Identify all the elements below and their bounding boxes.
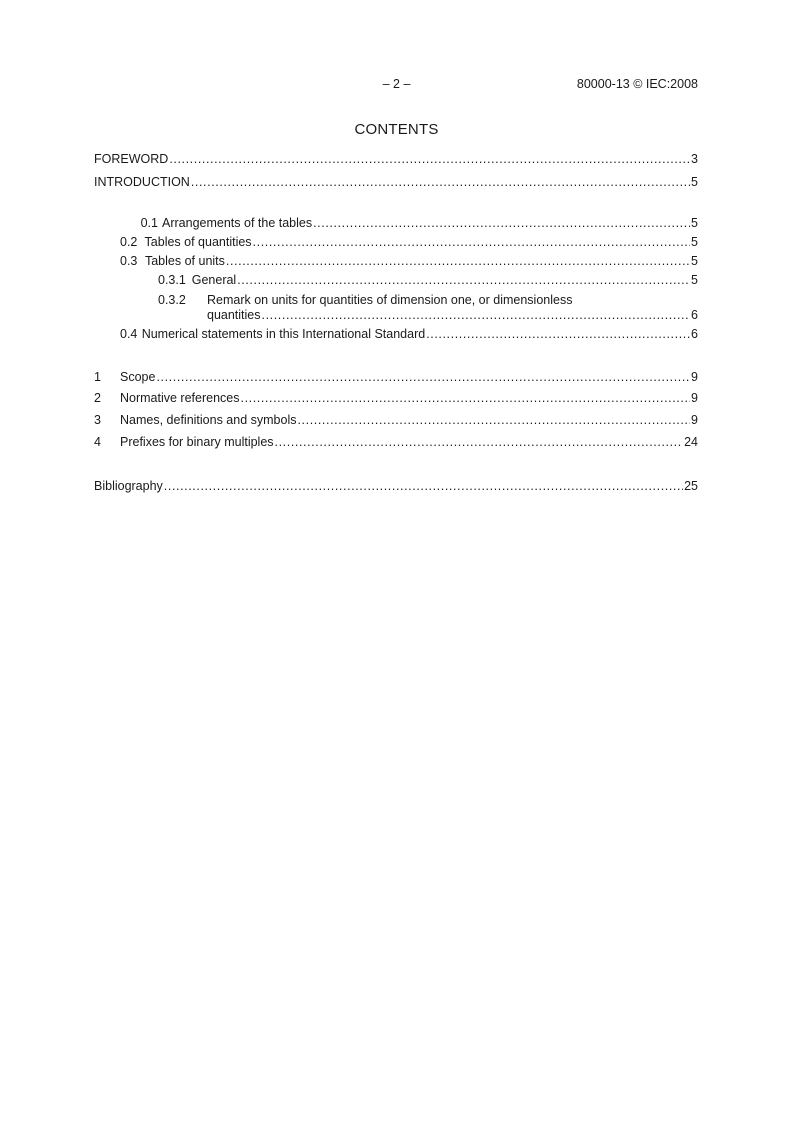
toc-entry-4[interactable] bbox=[94, 434, 698, 450]
toc-label: Scope bbox=[120, 370, 156, 384]
toc-label-continued: quantities bbox=[207, 308, 261, 322]
toc-entry-0-4[interactable] bbox=[94, 326, 698, 342]
page-number: – 2 – bbox=[382, 77, 411, 91]
toc-number: 0.3.1 bbox=[158, 273, 186, 287]
toc-page: 6 bbox=[691, 327, 698, 341]
toc-entry-bibliography[interactable] bbox=[94, 478, 698, 494]
toc-leader bbox=[164, 478, 683, 494]
toc-number: 1 bbox=[94, 370, 101, 384]
toc-number: 0.2 bbox=[120, 235, 138, 249]
toc-page: 5 bbox=[691, 216, 698, 230]
toc-entry-2[interactable] bbox=[94, 390, 698, 406]
toc-leader bbox=[253, 234, 690, 250]
toc-entry-introduction[interactable] bbox=[94, 174, 698, 190]
toc-label: Bibliography bbox=[94, 479, 163, 493]
toc-label: General bbox=[191, 273, 237, 287]
toc-leader bbox=[191, 174, 690, 190]
toc-label: Remark on units for quantities of dimension one, or dimensionless bbox=[207, 293, 573, 307]
toc-leader bbox=[297, 412, 690, 428]
toc-entry-1[interactable] bbox=[94, 369, 698, 385]
toc-number: 0.3 bbox=[120, 254, 138, 268]
toc-label: Tables of quantities bbox=[144, 235, 252, 249]
toc-page: 5 bbox=[691, 175, 698, 189]
toc-number: 0.4 bbox=[120, 327, 138, 341]
toc-label: Numerical statements in this International Standard bbox=[141, 327, 426, 341]
toc-page: 9 bbox=[691, 413, 698, 427]
toc-label: INTRODUCTION bbox=[94, 175, 190, 189]
contents-title: CONTENTS bbox=[354, 121, 439, 138]
toc-leader bbox=[313, 215, 690, 231]
toc-leader bbox=[169, 151, 690, 167]
toc-label: Tables of units bbox=[144, 254, 225, 268]
toc-page: 25 bbox=[684, 479, 698, 493]
toc-number: 2 bbox=[94, 391, 101, 405]
toc-label: FOREWORD bbox=[94, 152, 169, 166]
toc-leader bbox=[275, 434, 684, 450]
toc-leader bbox=[426, 326, 690, 342]
toc-leader bbox=[262, 307, 691, 323]
toc-entry-0-1[interactable] bbox=[94, 215, 698, 231]
toc-entry-3[interactable] bbox=[94, 412, 698, 428]
toc-page: 5 bbox=[691, 254, 698, 268]
toc-number: 0.3.2 bbox=[158, 293, 186, 307]
toc-entry-0-3-1[interactable] bbox=[94, 272, 698, 288]
toc-number: 3 bbox=[94, 413, 101, 427]
toc-leader bbox=[241, 390, 691, 406]
toc-leader bbox=[156, 369, 690, 385]
toc-page: 9 bbox=[691, 391, 698, 405]
toc-page: 24 bbox=[684, 435, 698, 449]
toc-label: Prefixes for binary multiples bbox=[120, 435, 274, 449]
toc-number: 4 bbox=[94, 435, 101, 449]
toc-page: 9 bbox=[691, 370, 698, 384]
toc-label: Arrangements of the tables bbox=[162, 216, 313, 230]
toc-entry-foreword[interactable] bbox=[94, 151, 698, 167]
toc-leader bbox=[237, 272, 690, 288]
toc-page: 5 bbox=[691, 235, 698, 249]
document-reference: 80000-13 © IEC:2008 bbox=[576, 77, 698, 91]
toc-page: 3 bbox=[691, 152, 698, 166]
toc-page: 6 bbox=[691, 308, 698, 322]
toc-page: 5 bbox=[691, 273, 698, 287]
toc-label: Normative references bbox=[120, 391, 240, 405]
toc-entry-0-2[interactable] bbox=[94, 234, 698, 250]
toc-number: 0.1 bbox=[140, 216, 158, 230]
toc-entry-0-3[interactable] bbox=[94, 253, 698, 269]
toc-leader bbox=[226, 253, 690, 269]
toc-label: Names, definitions and symbols bbox=[120, 413, 297, 427]
